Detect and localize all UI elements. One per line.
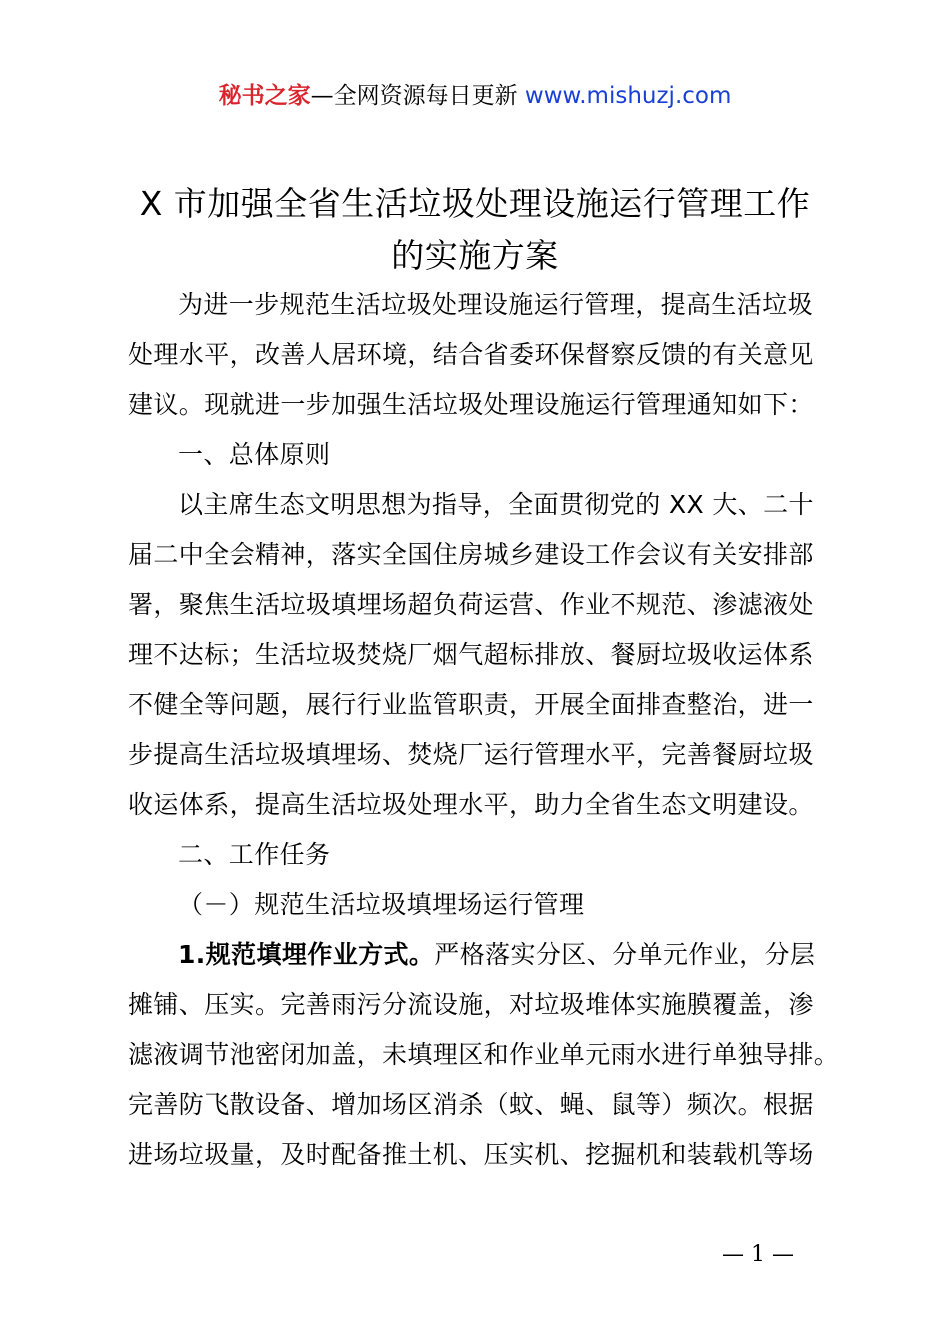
section-1-heading: 一、总体原则 xyxy=(178,440,331,469)
section-1-body-line: 理不达标；生活垃圾焚烧厂烟气超标排放、餐厨垃圾收运体系 xyxy=(128,640,814,669)
item-1-first-line xyxy=(178,938,815,972)
section-2-heading: 二、工作任务 xyxy=(178,840,331,869)
document-title-line-2: 的实施方案 xyxy=(391,236,559,275)
item-1-body-line: 完善防飞散设备、增加场区消杀（蚊、蝇、鼠等）频次。根据 xyxy=(128,1090,814,1119)
item-1-body-line: 进场垃圾量，及时配备推土机、压实机、挖掘机和装载机等场 xyxy=(128,1140,814,1169)
site-brand: 秘书之家 xyxy=(218,83,311,109)
page-number: — 1 — xyxy=(722,1242,794,1267)
section-1-body-line: 收运体系，提高生活垃圾处理水平，助力全省生态文明建设。 xyxy=(128,790,814,819)
document-title-line-1: X 市加强全省生活垃圾处理设施运行管理工作 xyxy=(139,184,811,223)
item-1-body-line: 滤液调节池密闭加盖，未填理区和作业单元雨水进行单独导排。 xyxy=(128,1040,840,1069)
site-header-banner xyxy=(0,80,950,112)
section-1-body-line: 不健全等问题，展行行业监管职责，开展全面排查整治，进一 xyxy=(128,690,814,719)
item-1-text: 严格落实分区、分单元作业，分层 xyxy=(434,940,816,969)
section-1-body-line: 以主席生态文明思想为指导，全面贯彻党的 XX 大、二十 xyxy=(178,490,814,519)
item-1-heading: 1.规范填埋作业方式。 xyxy=(178,940,435,969)
section-1-body-line: 届二中全会精神，落实全国住房城乡建设工作会议有关安排部 xyxy=(128,540,814,569)
intro-line: 为进一步规范生活垃圾处理设施运行管理，提高生活垃圾 xyxy=(178,290,814,319)
section-1-body-line: 署，聚焦生活垃圾填埋场超负荷运营、作业不规范、渗滤液处 xyxy=(128,590,814,619)
intro-line: 建议。现就进一步加强生活垃圾处理设施运行管理通知如下： xyxy=(128,390,814,419)
item-1-body-line: 摊铺、压实。完善雨污分流设施，对垃圾堆体实施膜覆盖，渗 xyxy=(128,990,814,1019)
site-url-link[interactable]: www.mishuzj.com xyxy=(524,83,732,109)
subsection-1-heading: （－）规范生活垃圾填埋场运行管理 xyxy=(178,890,585,919)
section-1-body-line: 步提高生活垃圾填埋场、焚烧厂运行管理水平，完善餐厨垃圾 xyxy=(128,740,814,769)
site-tagline: —全网资源每日更新 xyxy=(310,83,525,109)
intro-line: 处理水平，改善人居环境，结合省委环保督察反馈的有关意见 xyxy=(128,340,814,369)
